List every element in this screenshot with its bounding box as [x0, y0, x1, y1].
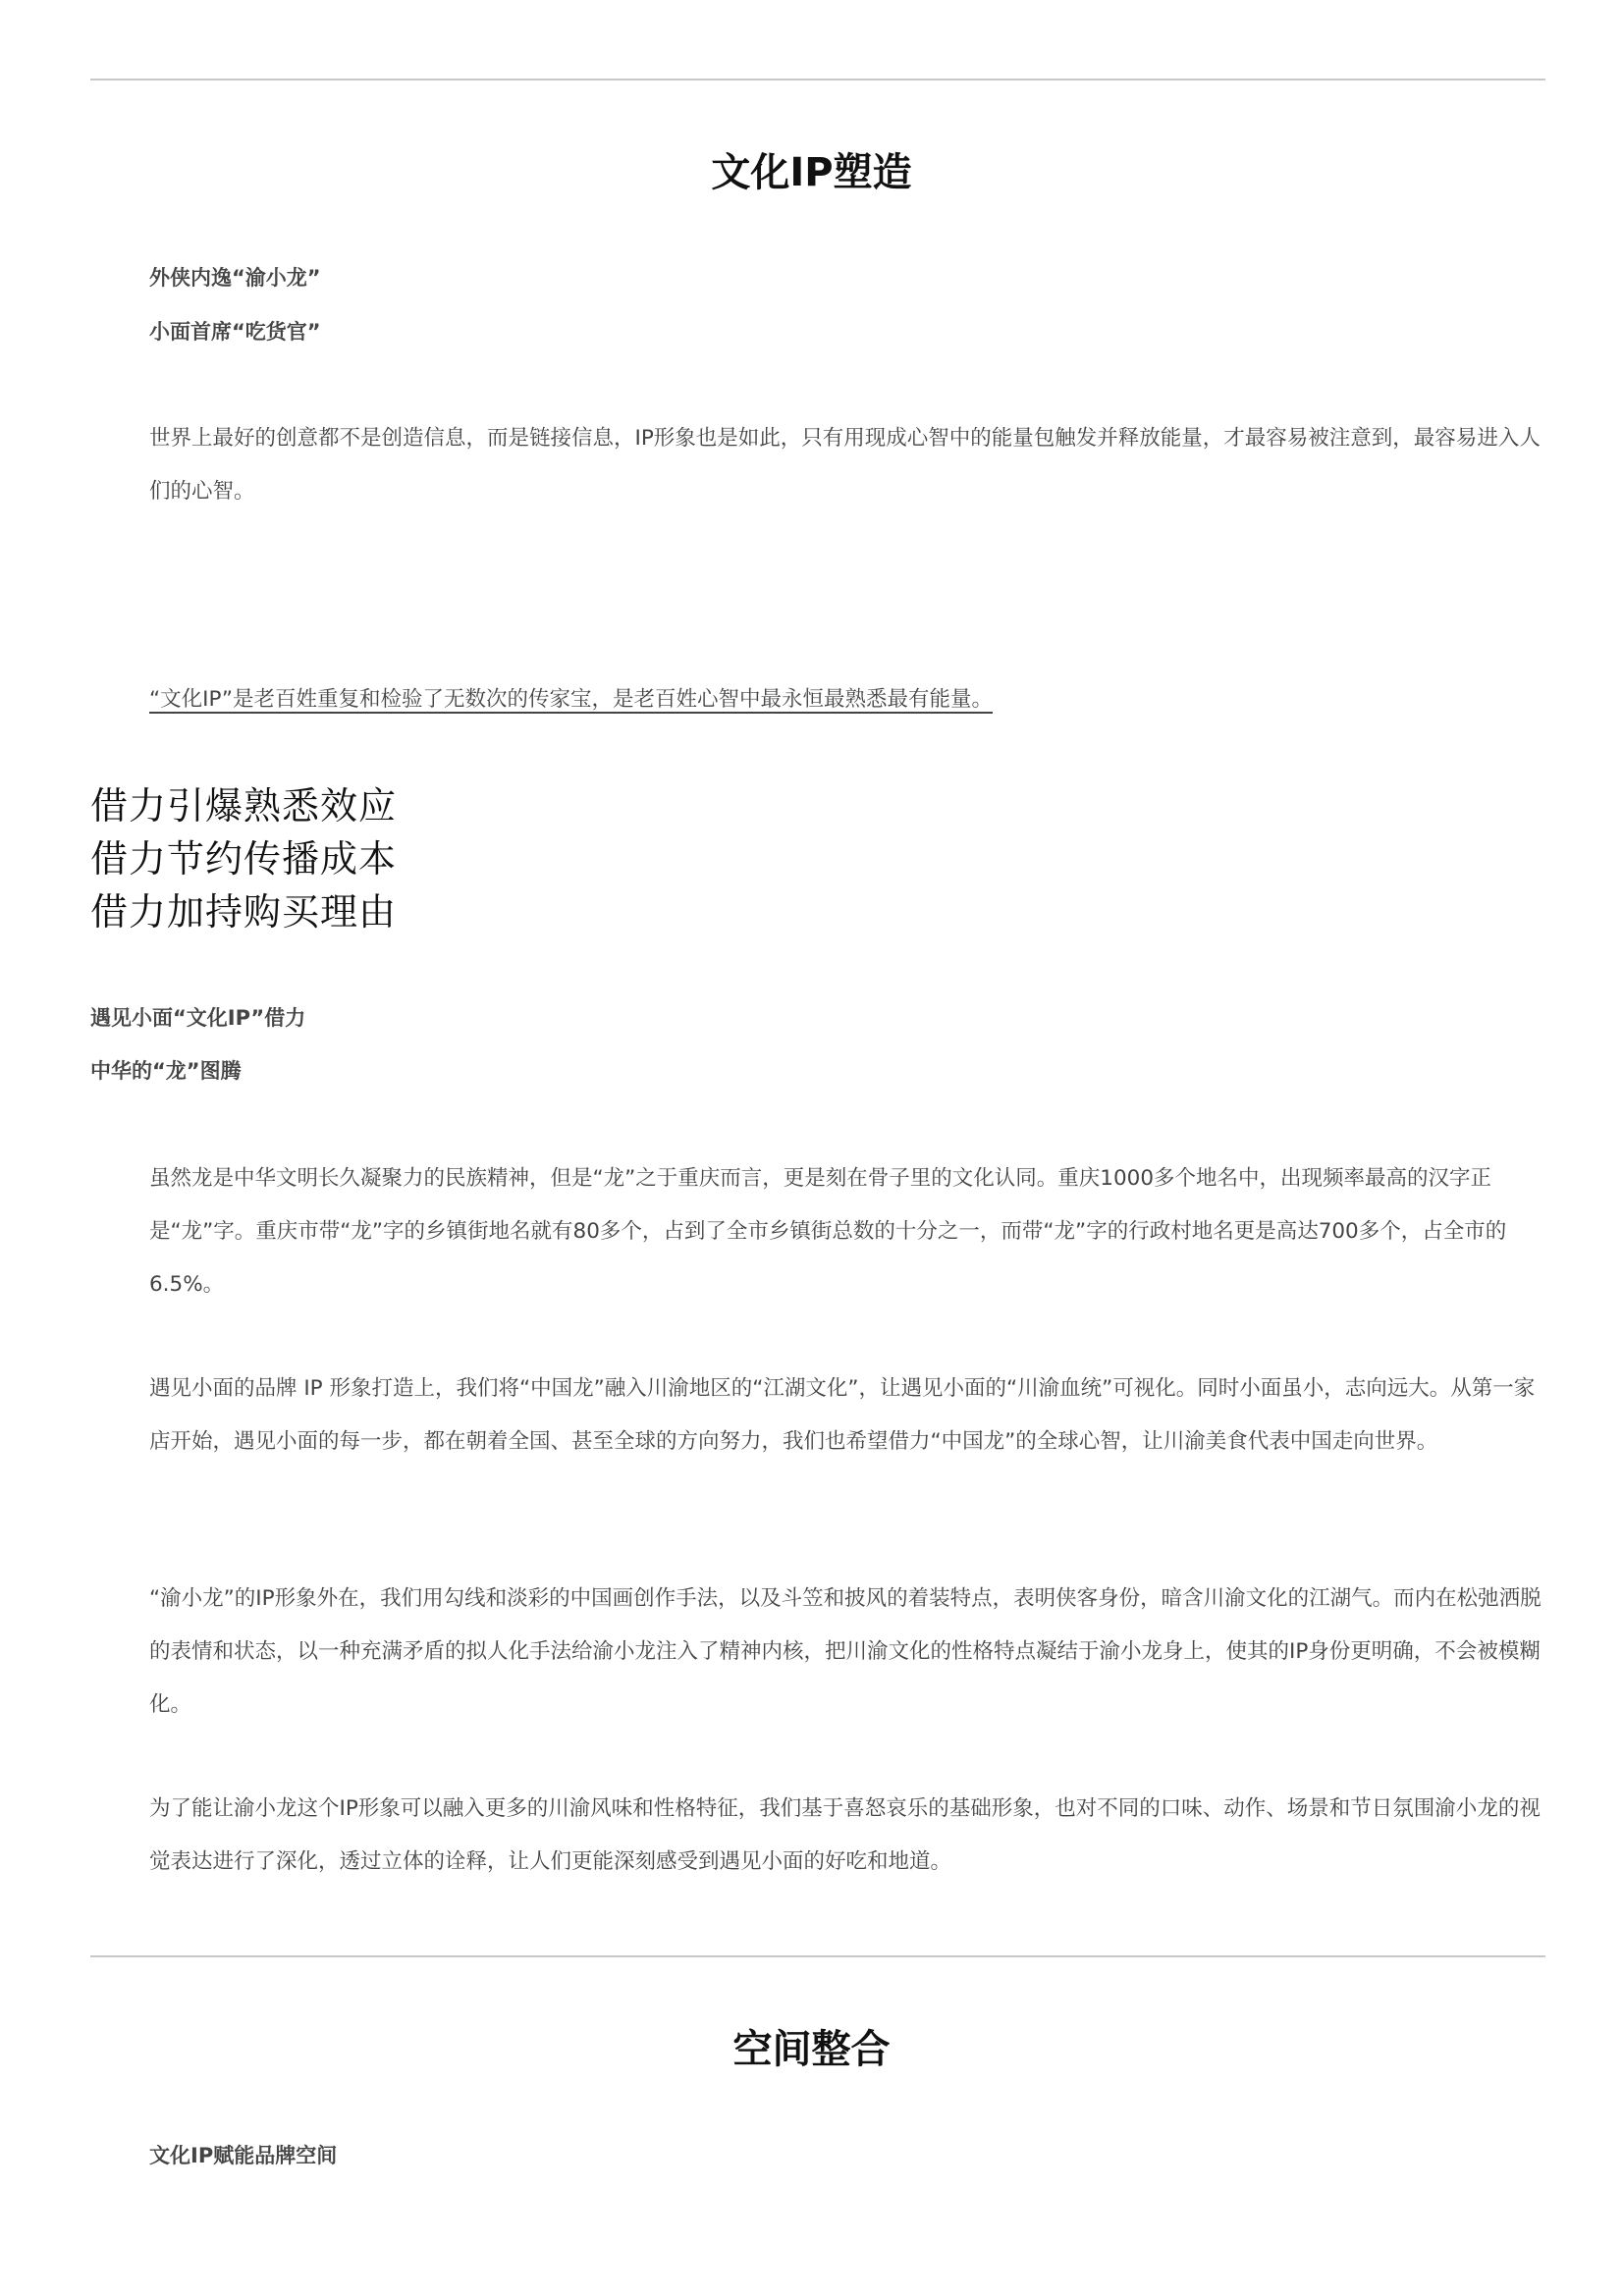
intro-paragraph: 世界上最好的创意都不是创造信息，而是链接信息，IP形象也是如此，只有用现成心智中的能量包触发并释放能量，才最容易被注意到，最容易进入人们的心智。: [149, 426, 1541, 504]
subhead-space: 文化IP赋能品牌空间: [149, 2144, 338, 2167]
paragraph-brand-ip: 遇见小面的品牌 IP 形象打造上，我们将“中国龙”融入川渝地区的“江湖文化”，让遇见小面的“川渝血统”可视化。同时小面虽小，志向远大。从第一家店开始，遇见小面的每一步，都在朝着全国、甚至全球的方向努力，我们也希望借力“中国龙”的全球心智，让川渝美食代表中国走向世界。: [149, 1376, 1536, 1454]
subhead-3: 遇见小面“文化IP”借力: [90, 1006, 306, 1030]
top-divider: [90, 79, 1545, 80]
section-title-space: 空间整合: [732, 2027, 891, 2072]
big-line-3: 借力加持购买理由: [90, 890, 398, 934]
big-line-1: 借力引爆熟悉效应: [90, 784, 398, 828]
subhead-2: 小面首席“吃货官”: [149, 320, 321, 344]
subhead-4: 中华的“龙”图腾: [90, 1059, 242, 1083]
paragraph-dragon: 虽然龙是中华文明长久凝聚力的民族精神，但是“龙”之于重庆而言，更是刻在骨子里的文化认同。重庆1000多个地名中，出现频率最高的汉字正是“龙”字。重庆市带“龙”字的乡镇街地名就有80多个，占到了全市乡镇街总数的十分之一，而带“龙”字的行政村地名更是高达700多个，占全市的6.5%。: [149, 1166, 1507, 1297]
subhead-1: 外侠内逸“渝小龙”: [149, 266, 321, 290]
big-lines: [90, 779, 397, 938]
big-line-2: 借力节约传播成本: [90, 837, 398, 881]
paragraph-character: “渝小龙”的IP形象外在，我们用勾线和淡彩的中国画创作手法，以及斗笠和披风的着装特点，表明侠客身份，暗含川渝文化的江湖气。而内在松弛洒脱的表情和状态，以一种充满矛盾的拟人化手法给渝小龙注入了精神内核，把川渝文化的性格特点凝结于渝小龙身上，使其的IP身份更明确，不会被模糊化。: [149, 1586, 1542, 1717]
paragraph-expression: 为了能让渝小龙这个IP形象可以融入更多的川渝风味和性格特征，我们基于喜怒哀乐的基础形象，也对不同的口味、动作、场景和节日氛围渝小龙的视觉表达进行了深化，透过立体的诠释，让人们更能深刻感受到遇见小面的好吃和地道。: [149, 1796, 1541, 1874]
middle-divider: [90, 1955, 1545, 1957]
quote-line: “文化IP”是老百姓重复和检验了无数次的传家宝，是老百姓心智中最永恒最熟悉最有能量。: [149, 687, 993, 712]
section-title-ip: 文化IP塑造: [711, 150, 912, 195]
